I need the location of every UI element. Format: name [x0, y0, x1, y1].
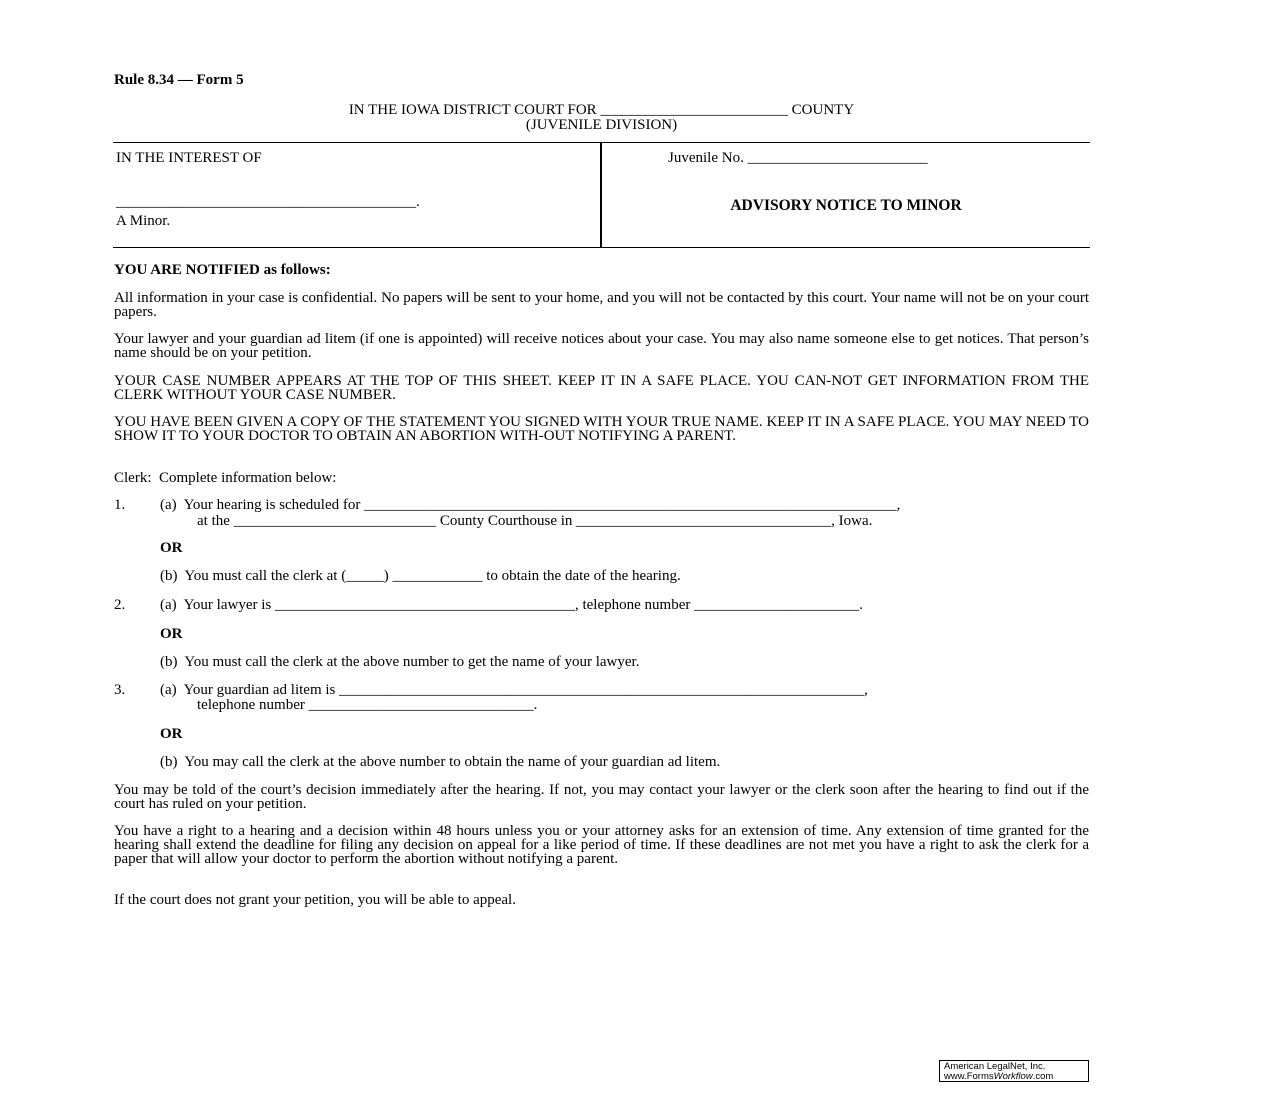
- paragraph-decision: You may be told of the court’s decision immediately after the hearing. If not, you may contact your lawyer or the clerk soon after the hearing to find out if the court has ruled on your petition.: [114, 782, 1089, 812]
- item-number: 2.: [114, 597, 126, 613]
- publisher-url[interactable]: www.FormsWorkflow.com: [944, 1071, 1054, 1082]
- item-number: 1.: [114, 497, 126, 513]
- guardian-alt-instruction: (b) You may call the clerk at the above number to obtain the name of your guardian ad litem.: [160, 754, 721, 770]
- or-label: OR: [160, 726, 183, 742]
- lawyer-field[interactable]: (a) Your lawyer is ________________________________________, telephone number ______________________.: [160, 597, 863, 613]
- paragraph-notices: Your lawyer and your guardian ad litem (if one is appointed) will receive notices about your case. You may also name someone else to get notices. That person’s name should be on your petition.: [114, 331, 1089, 361]
- paragraph-appeal: If the court does not grant your petition, you will be able to appeal.: [114, 892, 516, 908]
- lawyer-alt-instruction: (b) You must call the clerk at the above number to get the name of your lawyer.: [160, 654, 640, 670]
- item-number: 3.: [114, 682, 126, 698]
- paragraph-case-number: YOUR CASE NUMBER APPEARS AT THE TOP OF THIS SHEET. KEEP IT IN A SAFE PLACE. YOU CAN-NOT GET INFORMATION FROM THE CLERK WITHOUT YOUR CASE NUMBER.: [114, 373, 1089, 403]
- or-label: OR: [160, 626, 183, 642]
- courthouse-location-field[interactable]: at the ___________________________ County Courthouse in __________________________________, Iowa.: [197, 513, 873, 529]
- caption-divider: [600, 142, 602, 248]
- clerk-phone-field[interactable]: (b) You must call the clerk at (_____) ____________ to obtain the date of the hearing.: [160, 568, 681, 584]
- minor-name-blank[interactable]: ________________________________________.: [116, 194, 420, 210]
- paragraph-statement-copy: YOU HAVE BEEN GIVEN A COPY OF THE STATEMENT YOU SIGNED WITH YOUR TRUE NAME. KEEP IT IN A SAFE PLACE. YOU MAY NEED TO SHOW IT TO YOUR DOCTOR TO OBTAIN AN ABORTION WITH-OUT NOTIFYING A PARENT.: [114, 414, 1089, 444]
- form-rule-heading: Rule 8.34 — Form 5: [114, 72, 244, 88]
- a-minor-label: A Minor.: [116, 213, 171, 229]
- clerk-instruction: Clerk: Complete information below:: [114, 470, 337, 486]
- notified-heading: YOU ARE NOTIFIED as follows:: [114, 262, 331, 278]
- publisher-name: American LegalNet, Inc.: [944, 1061, 1046, 1072]
- in-interest-of-label: IN THE INTEREST OF: [116, 150, 262, 166]
- paragraph-48-hours: You have a right to a hearing and a decision within 48 hours unless you or your attorney asks for an extension of time. Any extension of time granted for the hearing shall extend the deadline for filing any decision on appeal for a like period of time. If these deadlines are not met you have a right to ask the clerk for a paper that will allow your doctor to perform the abortion without notifying a parent.: [114, 823, 1089, 867]
- division-line: (JUVENILE DIVISION): [525, 117, 678, 133]
- paragraph-confidential: All information in your case is confidential. No papers will be sent to your home, and you will not be contacted by this court. Your name will not be on your court papers.: [114, 290, 1089, 320]
- guardian-phone-field[interactable]: telephone number ______________________________.: [197, 697, 538, 713]
- or-label: OR: [160, 540, 183, 556]
- guardian-field[interactable]: (a) Your guardian ad litem is ______________________________________________________________________,: [160, 682, 868, 698]
- notice-title: ADVISORY NOTICE TO MINOR: [730, 197, 962, 214]
- juvenile-number-field[interactable]: Juvenile No. ________________________: [668, 150, 928, 166]
- caption-bottom-rule: [113, 247, 1090, 248]
- hearing-scheduled-field[interactable]: (a) Your hearing is scheduled for _______________________________________________________________________,: [160, 497, 901, 513]
- court-line: IN THE IOWA DISTRICT COURT FOR _________________________ COUNTY: [348, 102, 855, 118]
- publisher-stamp: [939, 1060, 1089, 1082]
